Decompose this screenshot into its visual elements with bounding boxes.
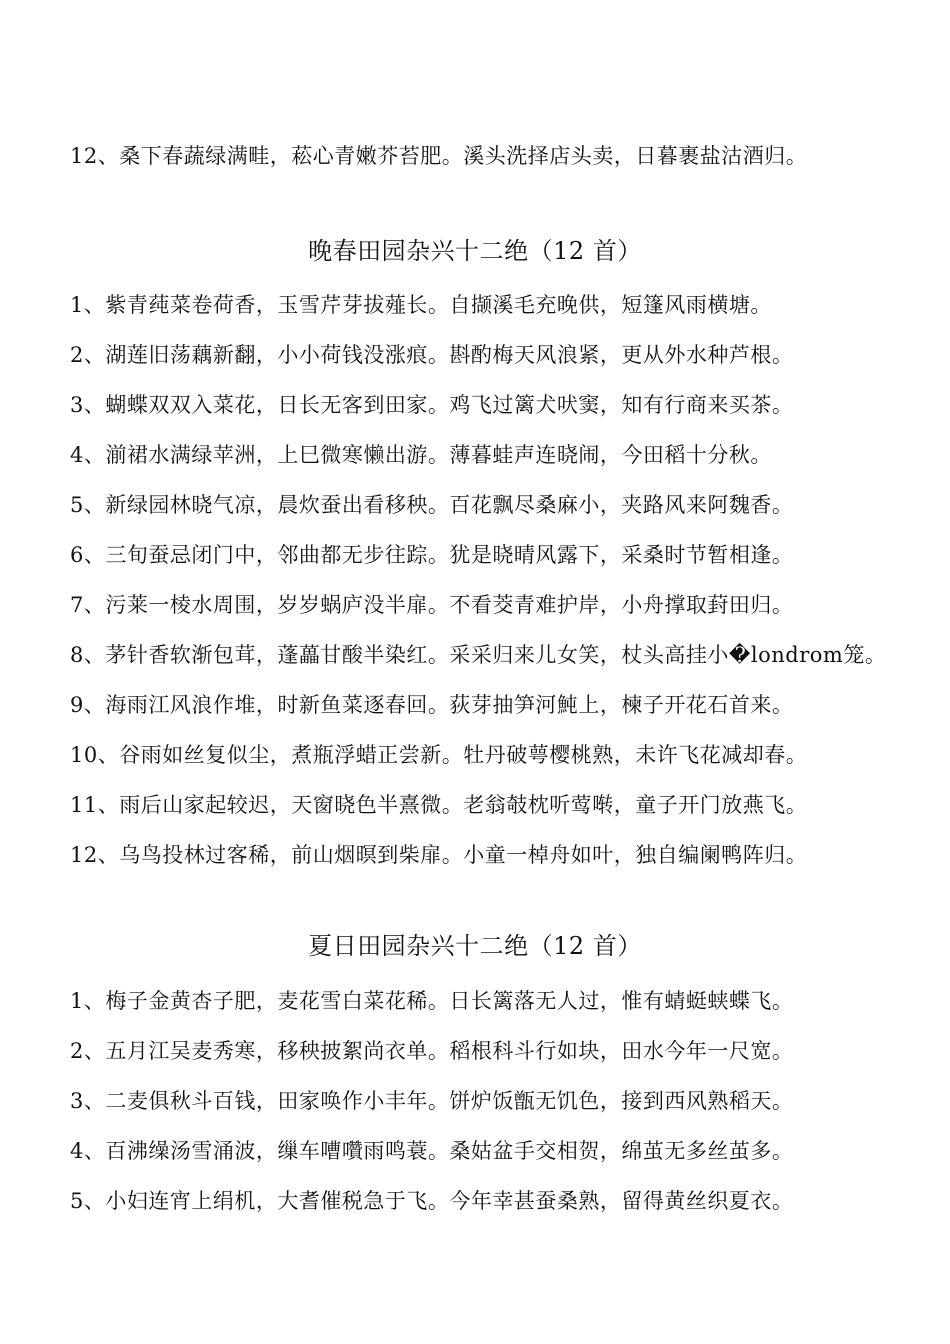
poem-line: 4、湔裙水满绿苹洲，上巳微寒懒出游。薄暮蛙声连晓闹，今田稻十分秋。 — [70, 443, 772, 467]
section-title-late-spring: 晚春田园杂兴十二绝（12 首） — [308, 237, 642, 265]
poem-line: 5、小妇连宵上绢机，大耆催税急于飞。今年幸甚蚕桑熟，留得黄丝织夏衣。 — [70, 1189, 794, 1213]
poem-line: 1、紫青莼菜卷荷香，玉雪芹芽拔薤长。自撷溪毛充晚供，短篷风雨横塘。 — [70, 293, 772, 317]
section-title-summer: 夏日田园杂兴十二绝（12 首） — [308, 932, 642, 960]
poem-line: 3、二麦俱秋斗百钱，田家唤作小丰年。饼炉饭甑无饥色，接到西风熟稻天。 — [70, 1089, 794, 1113]
poem-line: 7、污莱一棱水周围，岁岁蜗庐没半扉。不看茭青难护岸，小舟撑取葑田归。 — [70, 593, 794, 617]
poem-line: 10、谷雨如丝复似尘，煮瓶浮蜡正尝新。牡丹破萼樱桃熟，未许飞花减却春。 — [70, 743, 808, 767]
poem-line: 5、新绿园林晓气凉，晨炊蚕出看移秧。百花飘尽桑麻小，夹路风来阿魏香。 — [70, 493, 794, 517]
poem-line: 12、乌鸟投林过客稀，前山烟暝到柴扉。小童一棹舟如叶，独自编阑鸭阵归。 — [70, 843, 808, 867]
poem-line: 6、三旬蚕忌闭门中，邻曲都无步往踪。犹是晓晴风露下，采桑时节暂相逢。 — [70, 543, 794, 567]
poem-line: 8、茅针香软渐包茸，蓬藟甘酸半染红。采采归来儿女笑，杖头高挂小�londrom笼。 — [70, 643, 887, 667]
poem-line: 3、蝴蝶双双入菜花，日长无客到田家。鸡飞过篱犬吠窦，知有行商来买茶。 — [70, 393, 794, 417]
poem-line: 1、梅子金黄杏子肥，麦花雪白菜花稀。日长篱落无人过，惟有蜻蜓蛱蝶飞。 — [70, 989, 794, 1013]
poem-line: 2、五月江吴麦秀寒，移秧披絮尚衣单。稻根科斗行如块，田水今年一尺宽。 — [70, 1039, 794, 1063]
poem-line: 2、湖莲旧荡藕新翻，小小荷钱没涨痕。斟酌梅天风浪紧，更从外水种芦根。 — [70, 343, 794, 367]
poem-line: 9、海雨江风浪作堆，时新鱼菜逐春回。荻芽抽笋河魨上，楝子开花石首来。 — [70, 693, 794, 717]
poem-line: 4、百沸缲汤雪涌波，缫车嘈囋雨鸣蓑。桑姑盆手交相贺，绵茧无多丝茧多。 — [70, 1139, 794, 1163]
poem-line-intro: 12、桑下春蔬绿满畦，菘心青嫩芥苔肥。溪头洗择店头卖，日暮裹盐沽酒归。 — [70, 144, 808, 168]
poem-line: 11、雨后山家起较迟，天窗晓色半熹微。老翁攲枕听莺啭，童子开门放燕飞。 — [70, 793, 808, 817]
